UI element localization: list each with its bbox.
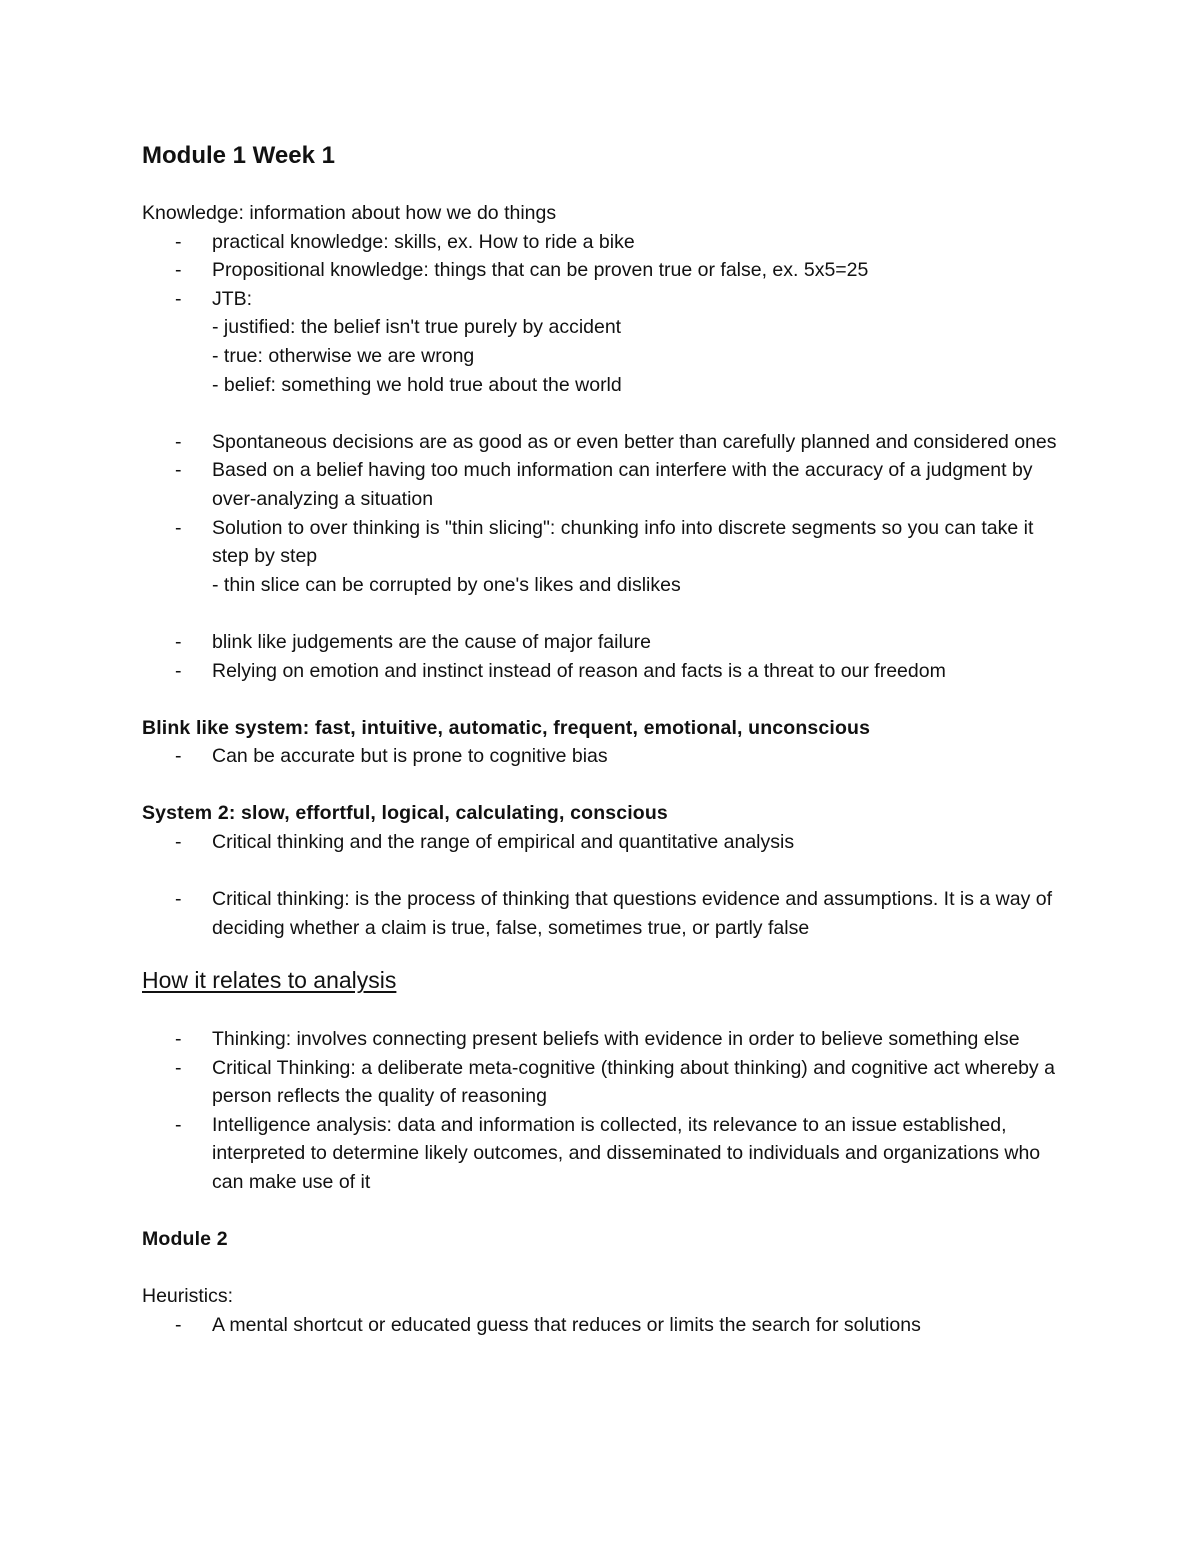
list-item-text: Solution to over thinking is "thin slicing": chunking info into discrete segments so you can take it step by step <box>212 516 1034 568</box>
sub-item-true: - true: otherwise we are wrong <box>212 344 475 367</box>
list-item-text: Propositional knowledge: things that can be proven true or false, ex. 5x5=25 <box>212 259 869 282</box>
list-item <box>142 1111 1072 1197</box>
bullet-dash: - <box>175 230 182 253</box>
list-item <box>142 657 1072 686</box>
list-item <box>142 828 1072 857</box>
list-item-text: A mental shortcut or educated guess that reduces or limits the search for solutions <box>212 1313 921 1336</box>
list-item <box>142 885 1072 942</box>
bullet-dash: - <box>175 630 182 653</box>
list-item-text: Critical Thinking: a deliberate meta-cognitive (thinking about thinking) and cognitive act whereby a person reflects the quality of reasoning <box>212 1056 1055 1108</box>
bullet-dash: - <box>175 1113 182 1136</box>
knowledge-heading: Knowledge: information about how we do things <box>142 202 557 224</box>
bullet-dash: - <box>175 430 182 453</box>
document-page <box>142 140 1072 1340</box>
list-item-text: Intelligence analysis: data and information is collected, its relevance to an issue established, interpreted to determine likely outcomes, and disseminated to individuals and organizations who can make use of it <box>212 1113 1041 1193</box>
sub-item-belief: - belief: something we hold true about the world <box>212 373 622 396</box>
list-item-text: Based on a belief having too much information can interfere with the accuracy of a judgment by over-analyzing a situation <box>212 459 1033 510</box>
list-item-text: Can be accurate but is prone to cognitive bias <box>212 745 608 768</box>
bullet-dash: - <box>175 831 182 854</box>
list-item-text: Critical thinking and the range of empirical and quantitative analysis <box>212 831 795 854</box>
list-item <box>142 228 1072 257</box>
list-item-text: Thinking: involves connecting present beliefs with evidence in order to believe something else <box>212 1028 1020 1051</box>
bullet-dash: - <box>175 659 182 682</box>
heuristics-heading: Heuristics: <box>142 1285 234 1308</box>
list-item <box>142 1054 1072 1111</box>
list-item-text: JTB: <box>212 287 253 310</box>
bullet-dash: - <box>175 259 182 282</box>
list-item-text: Spontaneous decisions are as good as or even better than carefully planned and considered ones <box>212 430 1057 453</box>
list-item-text: Critical thinking: is the process of thinking that questions evidence and assumptions. It is a way of deciding whether a claim is true, false, sometimes true, or partly false <box>212 888 1053 939</box>
analysis-heading: How it relates to analysis <box>142 967 397 994</box>
module1-title: Module 1 Week 1 <box>142 142 335 169</box>
bullet-dash: - <box>175 745 182 768</box>
list-item-text: practical knowledge: skills, ex. How to ride a bike <box>212 230 635 253</box>
sub-item-thin-slice: - thin slice can be corrupted by one's likes and dislikes <box>212 573 681 596</box>
system1-heading: Blink like system: fast, intuitive, automatic, frequent, emotional, unconscious <box>142 716 871 739</box>
list-item <box>142 1311 1072 1340</box>
bullet-dash: - <box>175 888 182 911</box>
list-item <box>142 1025 1072 1054</box>
module2-title: Module 2 <box>142 1228 228 1251</box>
bullet-dash: - <box>175 459 182 482</box>
list-item <box>142 428 1072 457</box>
list-item <box>142 256 1072 285</box>
list-item <box>142 514 1072 571</box>
bullet-dash: - <box>175 287 182 310</box>
sub-item-justified: - justified: the belief isn't true purely by accident <box>212 316 622 339</box>
bullet-dash: - <box>175 1056 182 1079</box>
bullet-dash: - <box>175 1313 182 1336</box>
list-item <box>142 742 1072 771</box>
list-item <box>142 285 1072 314</box>
list-item <box>142 628 1072 657</box>
bullet-dash: - <box>175 516 182 539</box>
system2-heading: System 2: slow, effortful, logical, calculating, conscious <box>142 802 668 825</box>
bullet-dash: - <box>175 1028 182 1051</box>
list-item <box>142 456 1072 513</box>
list-item-text: Relying on emotion and instinct instead of reason and facts is a threat to our freedom <box>212 659 946 682</box>
list-item-text: blink like judgements are the cause of major failure <box>212 630 651 653</box>
